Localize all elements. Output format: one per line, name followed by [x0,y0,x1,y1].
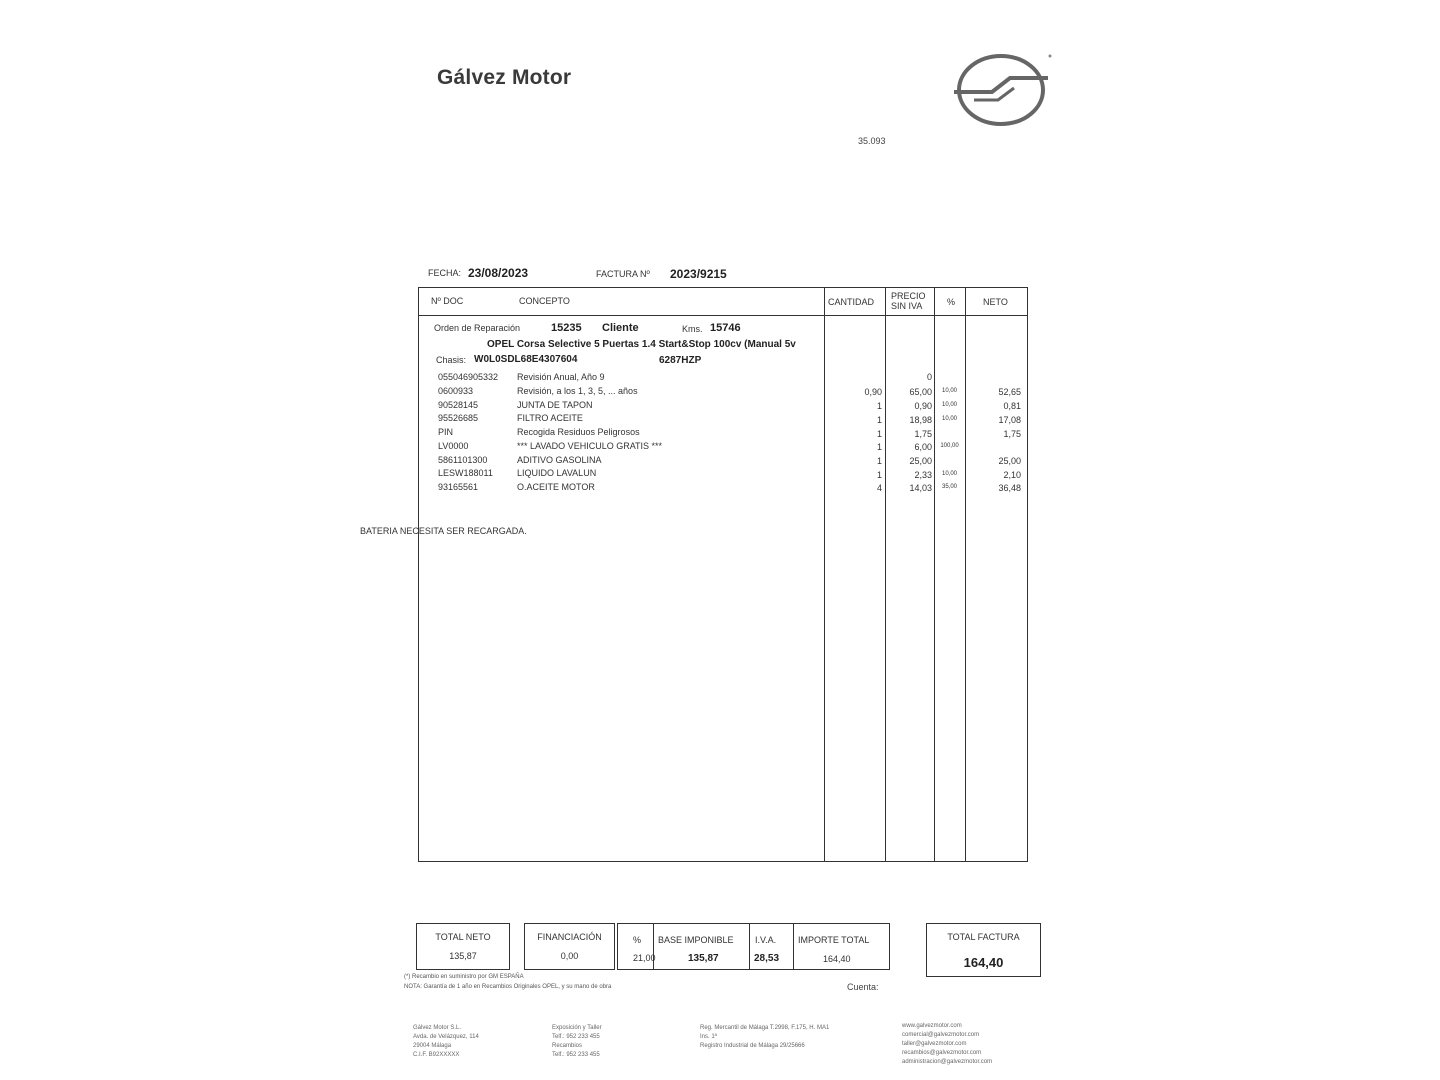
row-neto: 2,10 [1003,470,1021,480]
column-divider [934,288,935,861]
total-factura-box [926,923,1041,977]
row-pct: 10,00 [941,402,957,408]
footer-web [902,1022,992,1067]
row-cantidad: 1 [876,429,882,439]
footer-contact [552,1024,602,1060]
row-concepto: JUNTA DE TAPON [517,400,593,410]
footer-line: Reg. Mercantil de Málaga T.2998, F.175, H. MA1 [700,1025,830,1031]
row-neto: 36,48 [998,483,1021,493]
battery-note: BATERIA NECESITA SER RECARGADA. [360,526,527,536]
row-precio: 0 [926,372,932,382]
tax-divider [793,924,794,969]
row-cantidad: 4 [876,483,882,493]
row-neto: 25,00 [998,456,1021,466]
header-neto: NETO [983,297,1008,307]
column-divider [965,288,966,861]
total-neto-box [416,923,510,970]
row-pct: 10,00 [941,471,957,477]
row-pct: 10,00 [941,388,957,394]
row-cantidad: 1 [876,401,882,411]
chasis-label: Chasis: [436,355,467,365]
row-concepto: Revisión Anual, Año 9 [517,372,605,382]
row-precio: 14,03 [909,483,932,493]
footer-email-link[interactable]: administracion@galvezmotor.com [902,1059,993,1065]
row-concepto: *** LAVADO VEHICULO GRATIS *** [517,441,663,451]
row-ndoc: 95526685 [438,413,479,423]
row-ndoc: LV0000 [438,441,469,451]
iva-label: I.V.A. [755,935,777,945]
footer-line: Exposición y Taller [552,1025,602,1031]
row-precio: 0,90 [914,401,932,411]
row-concepto: O.ACEITE MOTOR [517,482,595,492]
importe-total-value: 164,40 [823,954,851,964]
row-precio: 18,98 [909,415,932,425]
cliente-label: Cliente [602,322,639,334]
footer-email-link[interactable]: comercial@galvezmotor.com [902,1032,980,1038]
kms-label: Kms. [682,324,703,334]
row-ndoc: LESW188011 [438,468,493,478]
tax-summary-box [617,923,890,970]
company-name: Gálvez Motor [437,66,572,89]
footer-line: Gálvez Motor S.L. [413,1025,462,1031]
header-cantidad: CANTIDAD [828,297,875,307]
iva-value: 28,53 [754,953,780,964]
header-concepto: CONCEPTO [519,296,570,306]
importe-total-label: IMPORTE TOTAL [798,935,870,945]
row-cantidad: 0,90 [864,387,882,397]
row-cantidad: 1 [876,470,882,480]
supply-note: (*) Recambio en suministro por GM ESPAÑA [404,974,524,980]
column-divider [824,288,825,861]
row-precio: 65,00 [909,387,932,397]
total-factura-label: TOTAL FACTURA [947,932,1020,942]
row-concepto: Recogida Residuos Peligrosos [517,427,640,437]
order-label: Orden de Reparación [434,323,521,333]
opel-logo-icon [952,48,1056,132]
invoice-table [418,287,1028,862]
row-concepto: LIQUIDO LAVALUN [517,468,597,478]
header-precio [891,291,926,311]
footer-line: Registro Industrial de Málaga 29/25666 [700,1043,805,1049]
pct-value: 21,00 [633,953,656,963]
order-number: 15235 [551,322,582,334]
total-neto-value: 135,87 [449,951,477,961]
fecha-label: FECHA: [428,268,462,278]
footer-line: Telf.: 952 233 455 [552,1034,600,1040]
base-imponible-label: BASE IMPONIBLE [658,935,734,945]
row-ndoc: 0600933 [438,386,474,396]
row-cantidad: 1 [876,456,882,466]
row-neto: 0,81 [1003,401,1021,411]
row-pct: 10,00 [941,416,957,422]
row-neto: 1,75 [1003,429,1021,439]
vehicle-description: OPEL Corsa Selective 5 Puertas 1.4 Start&Stop 100cv (Manual 5v [487,339,796,350]
footer-email-link[interactable]: taller@galvezmotor.com [902,1041,967,1047]
row-precio: 1,75 [914,429,932,439]
row-ndoc: 93165561 [438,482,479,492]
fecha-value: 23/08/2023 [468,266,529,280]
header-pct: % [947,297,956,307]
financiacion-box [524,923,615,970]
footer-line: C.I.F. B92XXXXX [413,1052,460,1058]
pct-label: % [633,935,642,945]
table-header-divider [419,315,1027,316]
row-concepto: ADITIVO GASOLINA [517,455,602,465]
header-precio-line2: SIN IVA [891,301,923,311]
footer-line: 29004 Málaga [413,1043,452,1049]
header-precio-line1: PRECIO [891,291,926,301]
license-plate: 6287HZP [659,355,702,366]
total-factura-value: 164,40 [963,955,1004,970]
base-imponible-value: 135,87 [688,953,719,964]
row-precio: 2,33 [914,470,932,480]
row-concepto: FILTRO ACEITE [517,413,583,423]
cuenta-label: Cuenta: [847,982,879,992]
header-ndoc: Nº DOC [431,296,464,306]
row-neto: 52,65 [998,387,1021,397]
footer-line: Ins. 1ª [700,1034,717,1040]
financiacion-value: 0,00 [560,951,579,961]
footer-line: Avda. de Velázquez, 114 [413,1034,479,1040]
row-precio: 6,00 [914,442,932,452]
footer-line: Recambios [552,1043,583,1049]
kms-value: 15746 [710,322,741,334]
document-reference: 35.093 [858,136,886,146]
factura-label: FACTURA Nº [596,269,650,279]
factura-number: 2023/9215 [670,267,727,281]
tax-divider [749,924,750,969]
row-neto: 17,08 [998,415,1021,425]
financiacion-label: FINANCIACIÓN [537,932,602,942]
footer-company [413,1024,479,1060]
row-ndoc: 5861101300 [438,455,488,465]
row-pct: 35,00 [941,484,957,490]
row-ndoc: 055046905332 [438,372,499,382]
footer-line: Telf.: 952 233 455 [552,1052,600,1058]
row-ndoc: 90528145 [438,400,479,410]
row-ndoc: PIN [438,427,454,437]
chasis-value: W0L0SDL68E4307604 [474,354,578,365]
row-precio: 25,00 [909,456,932,466]
footer-website-link[interactable]: www.galvezmotor.com [902,1023,962,1029]
row-cantidad: 1 [876,415,882,425]
warranty-note: NOTA: Garantía de 1 año en Recambios Originales OPEL, y su mano de obra [404,984,612,990]
total-neto-label: TOTAL NETO [435,932,491,942]
row-concepto: Revisión, a los 1, 3, 5, ... años [517,386,638,396]
row-pct: 100,00 [940,443,959,449]
footer-email-link[interactable]: recambios@galvezmotor.com [902,1050,982,1056]
footer-registry [700,1024,829,1051]
row-cantidad: 1 [876,442,882,452]
